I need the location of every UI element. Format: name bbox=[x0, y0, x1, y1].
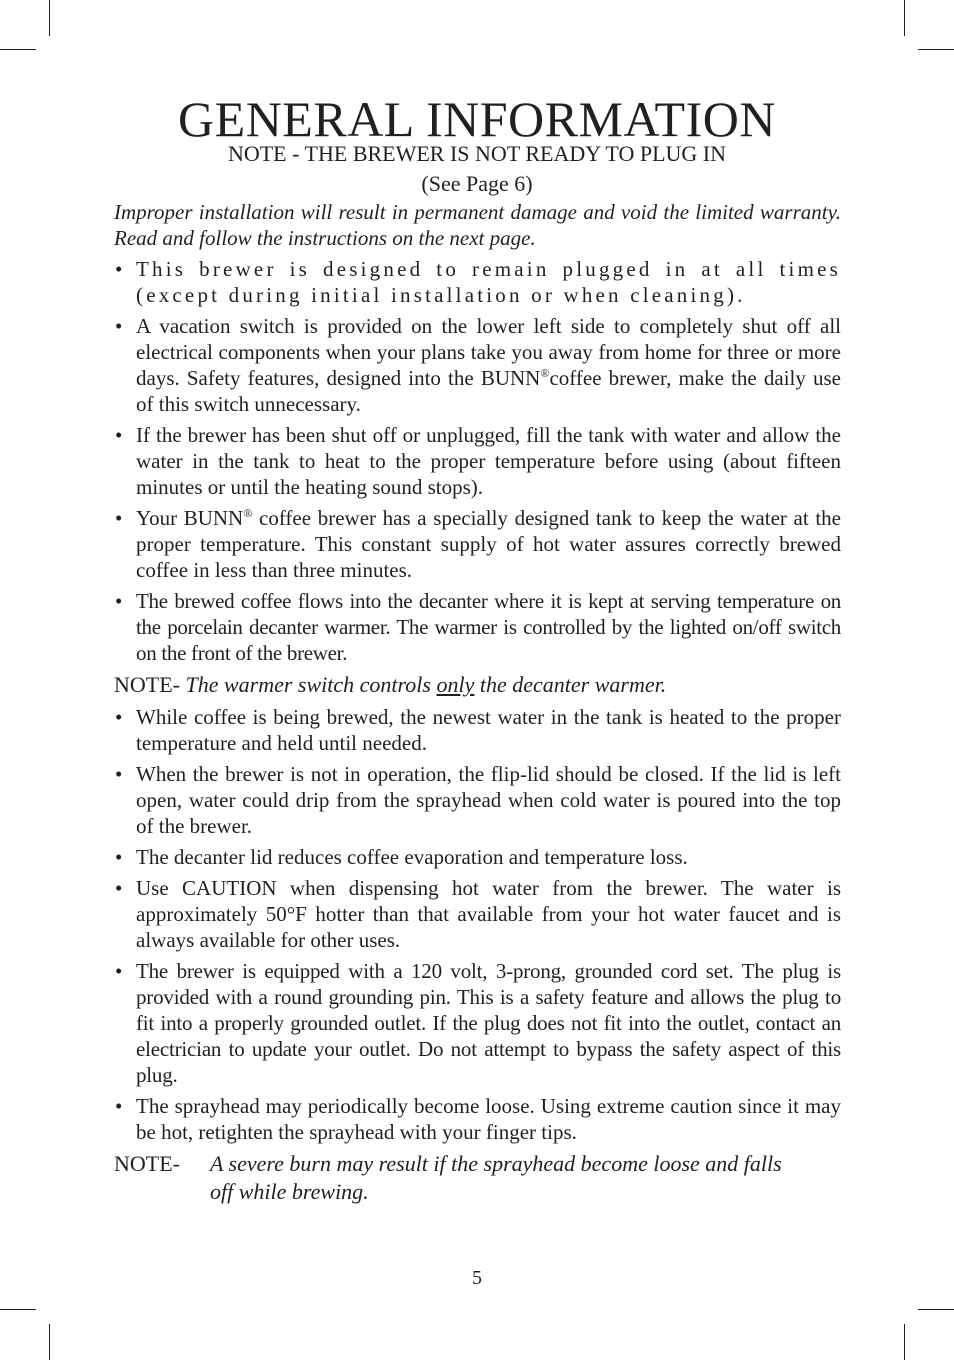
bullet-icon: • bbox=[115, 257, 123, 281]
page-title: GENERAL INFORMATION bbox=[178, 91, 776, 147]
list-item-text: The sprayhead may periodically become loose. Using extreme caution since it may be hot, retighten the sprayhead with your finger tips. bbox=[136, 1094, 841, 1144]
list-item bbox=[114, 844, 841, 870]
note-text: the decanter warmer. bbox=[474, 672, 667, 697]
list-item-text: The brewer is equipped with a 120 volt, 3-prong, grounded cord set. The plug is provided with a round grounding pin. This is a safety feature and allows the plug to fit into a properly grounded outlet. If the plug does not fit into the outlet, contact an electrician to update your outlet. Do not attempt to bypass the safety aspect of this plug. bbox=[136, 959, 841, 1087]
bullet-icon: • bbox=[115, 845, 123, 869]
list-item bbox=[114, 505, 841, 583]
bullet-icon: • bbox=[115, 1094, 123, 1118]
bullet-icon: • bbox=[115, 423, 123, 447]
note-sprayhead-burn bbox=[114, 1150, 841, 1206]
bullet-list-2 bbox=[114, 704, 841, 1145]
list-item bbox=[114, 958, 841, 1088]
list-item bbox=[114, 761, 841, 839]
crop-mark-bottom-left-v bbox=[49, 1324, 50, 1360]
list-item bbox=[114, 422, 841, 500]
crop-mark-bottom-right-v bbox=[904, 1324, 905, 1360]
bullet-icon: • bbox=[115, 762, 123, 786]
crop-mark-top-left-h bbox=[0, 49, 36, 50]
note-warmer-switch bbox=[114, 671, 841, 699]
crop-mark-top-left-v bbox=[49, 0, 50, 36]
list-item bbox=[114, 588, 841, 666]
registered-mark: ® bbox=[243, 506, 253, 520]
bullet-icon: • bbox=[115, 314, 123, 338]
registered-mark: ® bbox=[540, 366, 550, 380]
list-item-text: coffee brewer has a specially designed tank to keep the water at the proper temperature. This constant supply of hot water assures correctly brewed coffee in less than three minutes. bbox=[136, 506, 841, 582]
crop-mark-bottom-right-h bbox=[918, 1309, 954, 1310]
page-number: 5 bbox=[472, 1267, 482, 1289]
list-item bbox=[114, 875, 841, 953]
bullet-icon: • bbox=[115, 959, 123, 983]
bullet-icon: • bbox=[115, 705, 123, 729]
note-text: The warmer switch controls bbox=[185, 672, 437, 697]
list-item-text: A vacation switch is provided on the lower left side to completely shut off all electrical components when your plans take you away from home for three or more days. Safety features, designed into the BUNN bbox=[136, 314, 841, 390]
note-label: NOTE- bbox=[114, 1151, 180, 1176]
crop-mark-bottom-left-h bbox=[0, 1309, 36, 1310]
note-text: A severe burn may result if the sprayhead become loose and falls off while brewing. bbox=[210, 1151, 782, 1204]
list-item-text: The brewed coffee flows into the decanter where it is kept at serving temperature on the porcelain decanter warmer. The warmer is controlled by the lighted on/off switch on the front of the brewer. bbox=[136, 589, 841, 665]
list-item bbox=[114, 256, 841, 308]
list-item-text: If the brewer has been shut off or unplugged, fill the tank with water and allow the water in the tank to heat to the proper temperature before using (about fifteen minutes or until the heating sound stops). bbox=[136, 423, 841, 499]
bullet-list-1 bbox=[114, 256, 841, 666]
list-item-text: Your BUNN bbox=[136, 506, 244, 530]
bullet-icon: • bbox=[115, 876, 123, 900]
list-item bbox=[114, 313, 841, 417]
list-item bbox=[114, 704, 841, 756]
list-item-text: Use CAUTION when dispensing hot water from the brewer. The water is approximately 50°F hotter than that available from your hot water faucet and is always available for other uses. bbox=[136, 876, 841, 952]
list-item bbox=[114, 1093, 841, 1145]
see-page-reference: (See Page 6) bbox=[421, 171, 533, 196]
page-subtitle: NOTE - THE BREWER IS NOT READY TO PLUG IN bbox=[227, 141, 727, 166]
list-item-text: coffee brewer, make the daily use of this switch unnecessary. bbox=[136, 366, 841, 416]
intro-warning: Improper installation will result in permanent damage and void the limited warranty. Read and follow the instructions on the next page. bbox=[114, 200, 841, 250]
list-item-text: When the brewer is not in operation, the flip-lid should be closed. If the lid is left open, water could drip from the sprayhead when cold water is poured into the top of the brewer. bbox=[136, 762, 841, 838]
crop-mark-top-right-h bbox=[918, 49, 954, 50]
bullet-icon: • bbox=[115, 506, 123, 530]
note-emphasis: only bbox=[436, 672, 475, 697]
list-item-text: This brewer is designed to remain plugged in at all times (except during initial installation or when cleaning). bbox=[136, 257, 841, 307]
list-item-text: While coffee is being brewed, the newest water in the tank is heated to the proper temperature and held until needed. bbox=[136, 705, 841, 755]
note-label: NOTE- bbox=[114, 672, 186, 697]
crop-mark-top-right-v bbox=[904, 0, 905, 36]
content-body bbox=[114, 199, 841, 1206]
bullet-icon: • bbox=[115, 589, 123, 613]
list-item-text: The decanter lid reduces coffee evaporation and temperature loss. bbox=[136, 845, 688, 869]
